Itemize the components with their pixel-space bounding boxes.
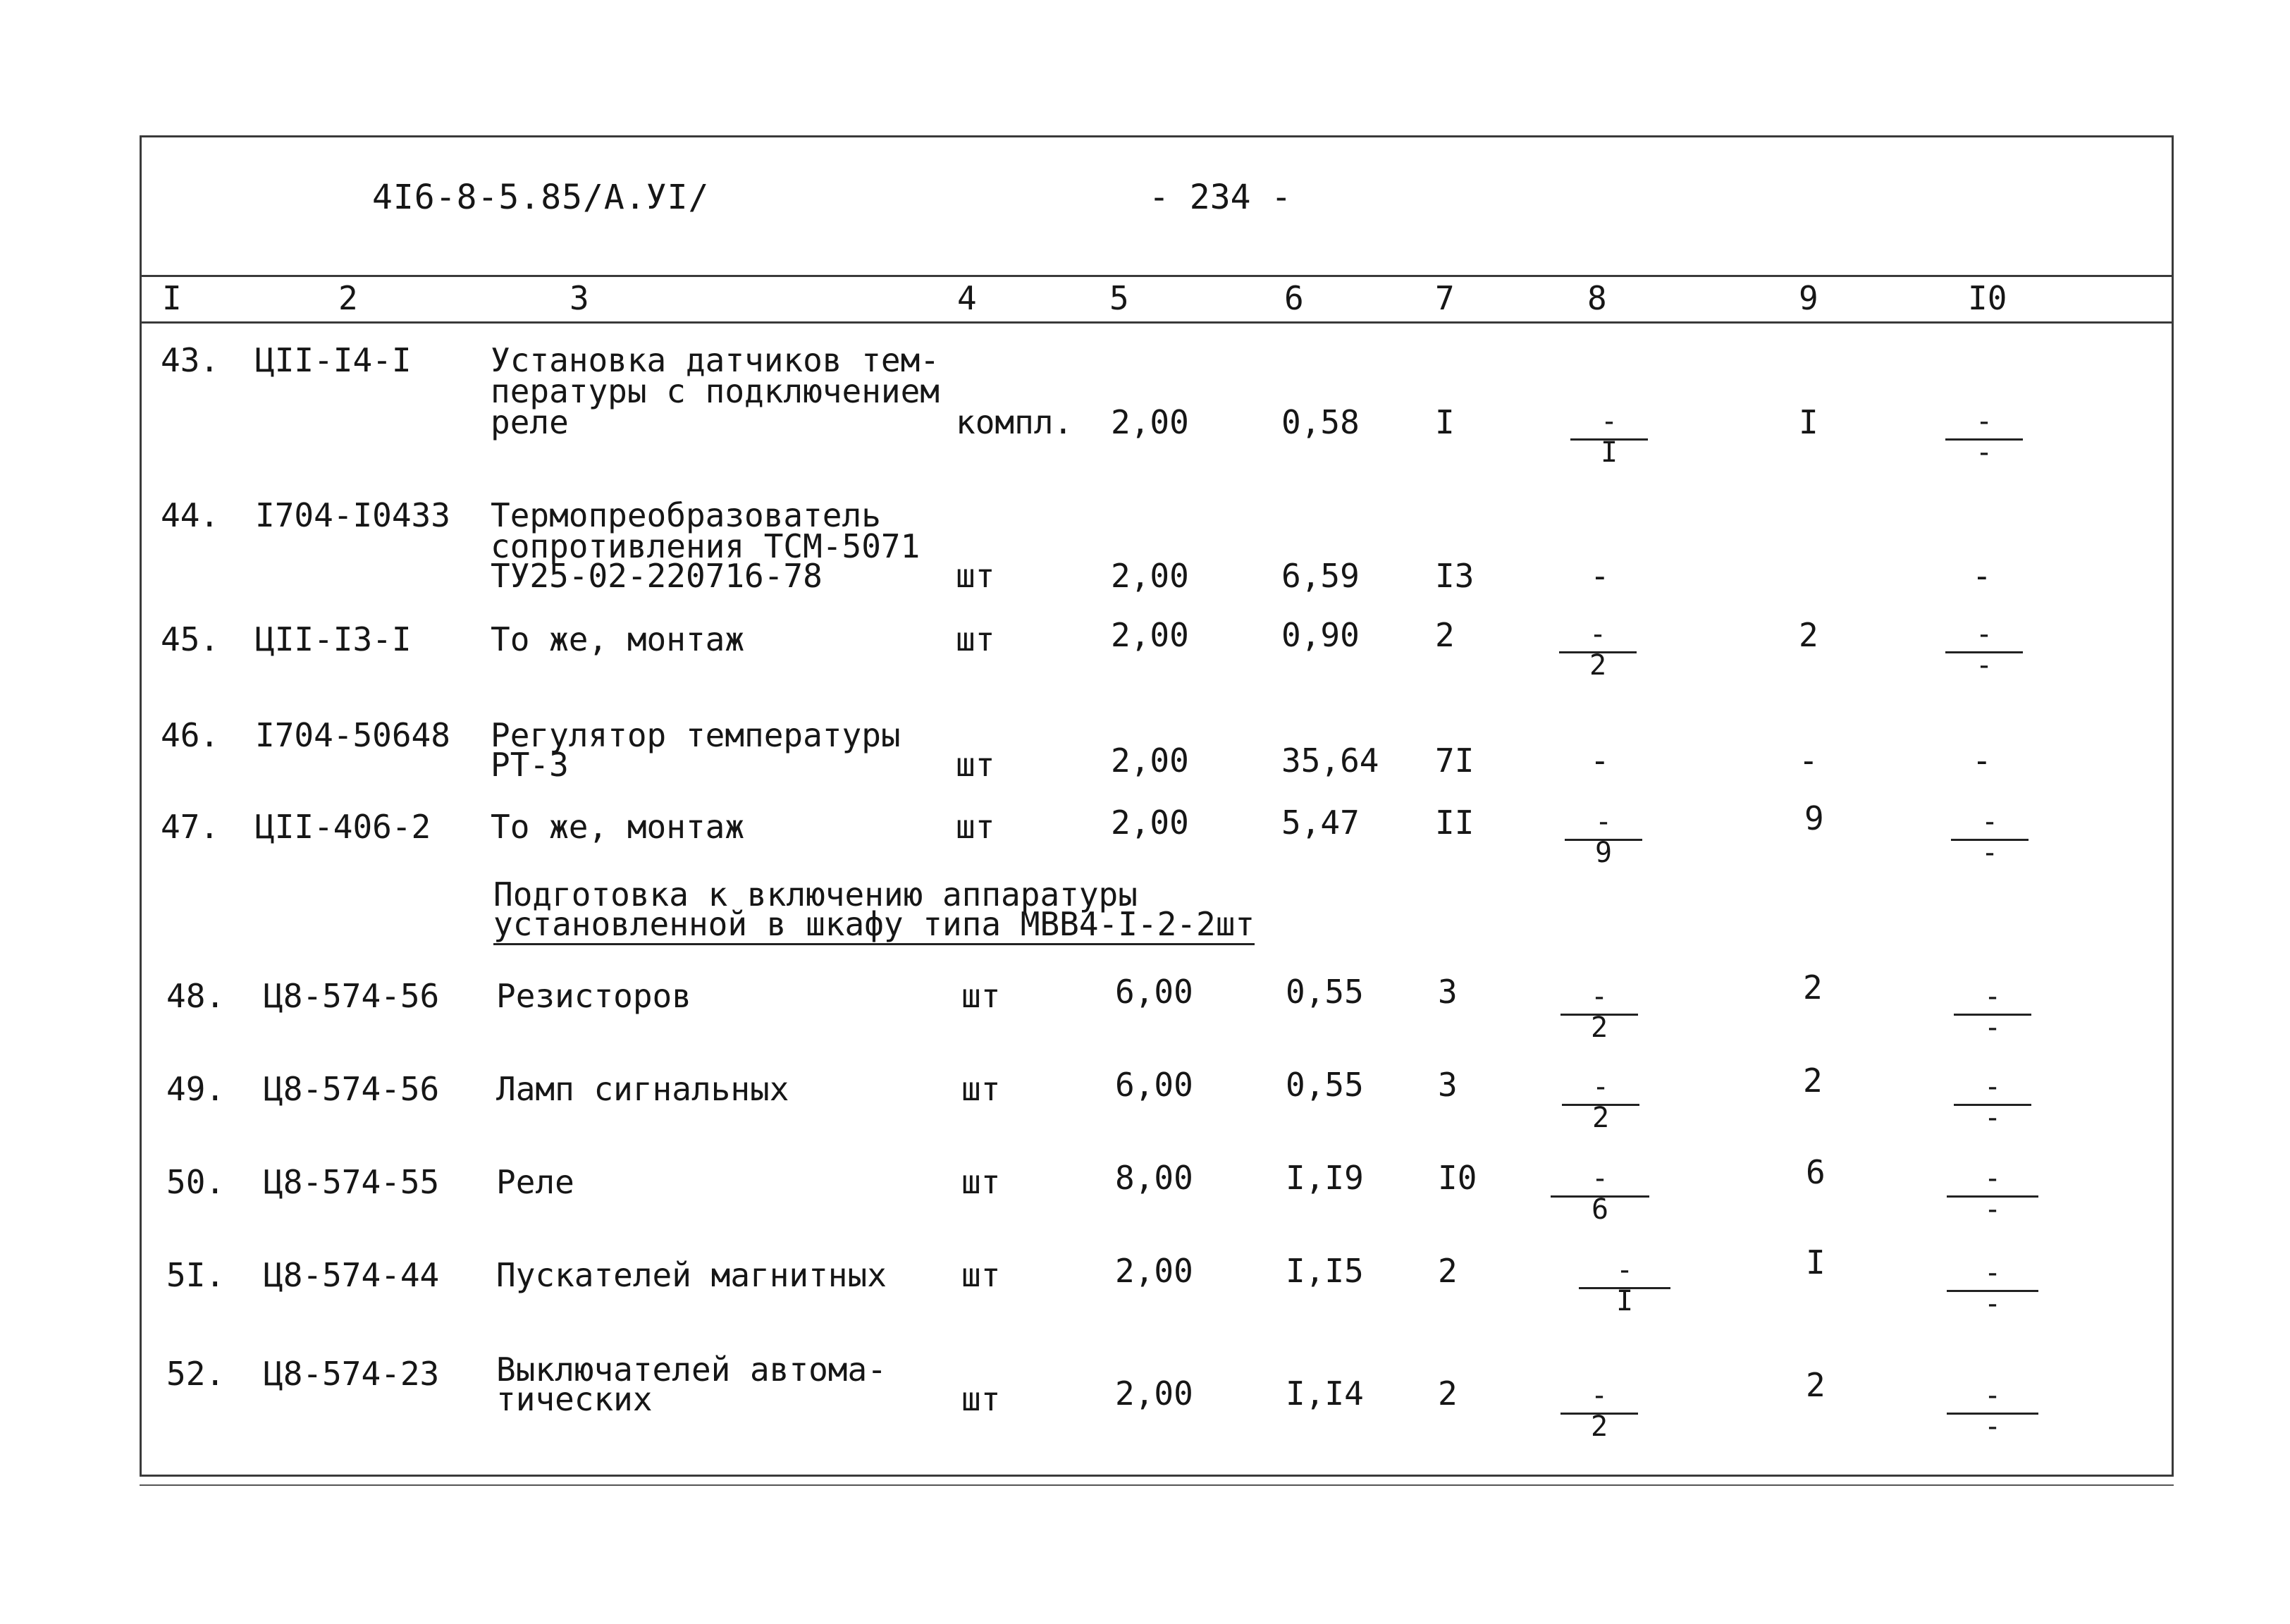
row-45-col8-fraction xyxy=(1559,620,1637,684)
row-43-col6: 0,58 xyxy=(1281,403,1360,441)
section-heading-line-1: Подготовка к включению аппаратуры xyxy=(493,875,1138,914)
row-43-col10-fraction xyxy=(1945,407,2023,471)
row-44-name-line-3: ТУ25-02-220716-78 xyxy=(491,557,823,595)
row-50-unit: шт xyxy=(961,1163,1001,1201)
row-52-name-line-1: Выключателей автома- xyxy=(496,1351,887,1389)
row-49-unit: шт xyxy=(961,1070,1001,1108)
row-52-col7: 2 xyxy=(1438,1374,1458,1413)
row-43-col8-fraction xyxy=(1570,407,1648,471)
row-51-col10-fraction xyxy=(1947,1259,2038,1322)
row-51-col10-numerator: - xyxy=(1983,1257,2002,1289)
row-48-col10-numerator: - xyxy=(1983,980,2002,1013)
row-46-code: I704-50648 xyxy=(255,716,450,754)
row-52-col10-fraction xyxy=(1947,1379,2038,1445)
row-45-col10-fraction xyxy=(1945,620,2023,684)
row-44-number: 44. xyxy=(161,496,220,534)
row-52-name-line-2: тических xyxy=(496,1380,653,1418)
row-43-col7: I xyxy=(1435,403,1455,441)
row-51-col8-numerator: - xyxy=(1615,1254,1634,1286)
column-header-1: I xyxy=(162,279,182,317)
column-header-5: 5 xyxy=(1109,279,1129,317)
row-52-code: Ц8-574-23 xyxy=(264,1355,440,1393)
row-43-quantity: 2,00 xyxy=(1111,403,1189,441)
column-header-4: 4 xyxy=(957,279,977,317)
row-48-code: Ц8-574-56 xyxy=(264,977,440,1015)
row-51-name-line-1: Пускателей магнитных xyxy=(496,1256,887,1294)
row-45-col10-numerator: - xyxy=(1975,618,1993,651)
row-46-name-line-1: Регулятор температуры xyxy=(491,716,901,754)
row-46-unit: шт xyxy=(956,746,995,784)
section-heading xyxy=(493,875,1255,943)
section-heading-line-2: установленной в шкафу типа МВВ4-I-2-2шт xyxy=(493,905,1255,945)
column-header-9: 9 xyxy=(1799,279,1818,317)
row-49-col8-fraction xyxy=(1562,1073,1639,1136)
row-50-col8-denominator: 6 xyxy=(1591,1193,1609,1226)
row-49-quantity: 6,00 xyxy=(1115,1066,1193,1104)
row-52-col6: I,I4 xyxy=(1286,1374,1364,1413)
row-47-col9: 9 xyxy=(1804,799,1824,837)
row-49-col10-fraction xyxy=(1954,1073,2031,1136)
row-45-col8-numerator: - xyxy=(1589,618,1607,651)
row-47-col8-denominator: 9 xyxy=(1594,837,1613,869)
row-43-col9: I xyxy=(1799,403,1818,441)
row-46-quantity: 2,00 xyxy=(1111,742,1189,780)
row-47-col10-fraction xyxy=(1951,808,2029,871)
row-48-col6: 0,55 xyxy=(1286,973,1364,1011)
row-50-col6: I,I9 xyxy=(1286,1159,1364,1197)
row-51-col8-fraction xyxy=(1579,1256,1670,1320)
row-47-col8-numerator: - xyxy=(1594,806,1613,838)
row-46-number: 46. xyxy=(161,716,220,754)
table-header-top-rule xyxy=(140,275,2174,277)
row-46-col10: - xyxy=(1972,742,1992,780)
row-51-col7: 2 xyxy=(1438,1252,1458,1290)
row-48-col7: 3 xyxy=(1438,973,1458,1011)
row-49-col10-denominator: - xyxy=(1983,1102,2002,1134)
row-51-col6: I,I5 xyxy=(1286,1252,1364,1290)
row-50-col7: I0 xyxy=(1438,1159,1477,1197)
row-48-unit: шт xyxy=(961,977,1001,1015)
row-45-name-line-1: То же, монтаж xyxy=(491,620,745,658)
row-43-col10-denominator: - xyxy=(1975,436,1993,469)
row-50-number: 50. xyxy=(166,1163,226,1201)
row-45-col7: 2 xyxy=(1435,616,1455,654)
row-43-name-line-1: Установка датчиков тем- xyxy=(491,341,940,379)
row-52-col10-numerator: - xyxy=(1983,1379,2002,1412)
row-45-code: ЦII-I3-I xyxy=(255,620,412,658)
row-51-col8-denominator: I xyxy=(1615,1285,1634,1317)
table-header-bottom-rule xyxy=(140,321,2174,324)
row-52-unit: шт xyxy=(961,1380,1001,1418)
row-46-col7: 7I xyxy=(1435,742,1475,780)
row-44-quantity: 2,00 xyxy=(1111,557,1189,595)
row-49-col7: 3 xyxy=(1438,1066,1458,1104)
row-50-col8-fraction xyxy=(1551,1164,1649,1228)
row-43-name-line-3: реле xyxy=(491,403,569,441)
row-47-col8-fraction xyxy=(1565,808,1642,871)
column-header-6: 6 xyxy=(1284,279,1304,317)
row-51-col10-denominator: - xyxy=(1983,1288,2002,1320)
row-44-col7: I3 xyxy=(1435,557,1475,595)
row-48-col8-denominator: 2 xyxy=(1590,1011,1608,1044)
row-49-col9: 2 xyxy=(1803,1062,1823,1100)
row-43-col10-numerator: - xyxy=(1975,405,1993,438)
row-51-number: 5I. xyxy=(166,1256,226,1294)
row-51-unit: шт xyxy=(961,1256,1001,1294)
row-46-name-line-2: РТ-3 xyxy=(491,746,569,784)
row-43-unit: компл. xyxy=(956,403,1073,441)
row-52-col9: 2 xyxy=(1806,1366,1826,1404)
row-49-col8-denominator: 2 xyxy=(1592,1102,1610,1134)
row-47-col10-denominator: - xyxy=(1981,837,1999,869)
row-47-unit: шт xyxy=(956,808,995,846)
row-46-col8: - xyxy=(1590,742,1610,780)
column-header-7: 7 xyxy=(1435,279,1455,317)
row-50-col10-fraction xyxy=(1947,1164,2038,1228)
row-45-number: 45. xyxy=(161,620,220,658)
row-45-col8-denominator: 2 xyxy=(1589,649,1607,682)
column-header-3: 3 xyxy=(570,279,589,317)
row-44-name-line-2: сопротивления ТСМ-5071 xyxy=(491,527,921,565)
row-44-col10: - xyxy=(1972,557,1992,595)
row-50-quantity: 8,00 xyxy=(1115,1159,1193,1197)
row-46-col6: 35,64 xyxy=(1281,742,1379,780)
row-51-col9: I xyxy=(1806,1243,1826,1281)
row-47-col7: II xyxy=(1435,804,1475,842)
row-45-col9: 2 xyxy=(1799,616,1818,654)
row-44-col6: 6,59 xyxy=(1281,557,1360,595)
row-47-col6: 5,47 xyxy=(1281,804,1360,842)
row-50-col10-numerator: - xyxy=(1983,1162,2002,1195)
row-48-quantity: 6,00 xyxy=(1115,973,1193,1011)
row-52-col8-denominator: 2 xyxy=(1590,1410,1608,1443)
row-49-col10-numerator: - xyxy=(1983,1071,2002,1103)
column-header-8: 8 xyxy=(1587,279,1607,317)
row-48-col10-fraction xyxy=(1954,980,2031,1046)
row-51-code: Ц8-574-44 xyxy=(264,1256,440,1294)
row-47-quantity: 2,00 xyxy=(1111,804,1189,842)
column-header-10: I0 xyxy=(1968,279,2007,317)
row-45-unit: шт xyxy=(956,620,995,658)
row-48-col10-denominator: - xyxy=(1983,1011,2002,1044)
row-52-col8-numerator: - xyxy=(1590,1379,1608,1412)
row-50-name-line-1: Реле xyxy=(496,1163,574,1201)
row-45-col6: 0,90 xyxy=(1281,616,1360,654)
row-48-col8-numerator: - xyxy=(1590,980,1608,1013)
page-bottom-rule xyxy=(140,1484,2174,1486)
row-51-quantity: 2,00 xyxy=(1115,1252,1193,1290)
row-49-col6: 0,55 xyxy=(1286,1066,1364,1104)
row-52-col8-fraction xyxy=(1560,1379,1638,1445)
column-header-2: 2 xyxy=(338,279,358,317)
row-45-col10-denominator: - xyxy=(1975,649,1993,682)
row-48-col9: 2 xyxy=(1803,968,1823,1007)
row-52-quantity: 2,00 xyxy=(1115,1374,1193,1413)
row-50-code: Ц8-574-55 xyxy=(264,1163,440,1201)
row-44-code: I704-I0433 xyxy=(255,496,450,534)
row-52-col10-denominator: - xyxy=(1983,1410,2002,1443)
row-43-code: ЦII-I4-I xyxy=(255,341,412,379)
row-43-name-line-2: пературы с подключением xyxy=(491,372,940,410)
row-48-name-line-1: Резисторов xyxy=(496,977,691,1015)
row-43-number: 43. xyxy=(161,341,220,379)
row-44-col8: - xyxy=(1590,557,1610,595)
row-49-number: 49. xyxy=(166,1070,226,1108)
row-52-number: 52. xyxy=(166,1355,226,1393)
row-49-col8-numerator: - xyxy=(1592,1071,1610,1103)
row-50-col8-numerator: - xyxy=(1591,1162,1609,1195)
row-49-name-line-1: Ламп сигнальных xyxy=(496,1070,789,1108)
row-49-code: Ц8-574-56 xyxy=(264,1070,440,1108)
row-48-number: 48. xyxy=(166,977,226,1015)
row-44-unit: шт xyxy=(956,557,995,595)
row-50-col10-denominator: - xyxy=(1983,1193,2002,1226)
row-47-col10-numerator: - xyxy=(1981,806,1999,838)
row-47-name-line-1: То же, монтаж xyxy=(491,808,745,846)
row-50-col9: 6 xyxy=(1806,1153,1826,1191)
row-44-name-line-1: Термопреобразователь xyxy=(491,496,881,534)
row-47-code: ЦII-406-2 xyxy=(255,808,431,846)
row-47-number: 47. xyxy=(161,808,220,846)
row-48-col8-fraction xyxy=(1560,980,1638,1046)
document-code: 4I6-8-5.85/A.УI/ xyxy=(372,178,710,217)
page-number: - 234 - xyxy=(1149,178,1292,217)
row-45-quantity: 2,00 xyxy=(1111,616,1189,654)
row-43-col8-denominator: I xyxy=(1600,436,1618,469)
row-46-col9: - xyxy=(1799,742,1818,780)
row-43-col8-numerator: - xyxy=(1600,405,1618,438)
